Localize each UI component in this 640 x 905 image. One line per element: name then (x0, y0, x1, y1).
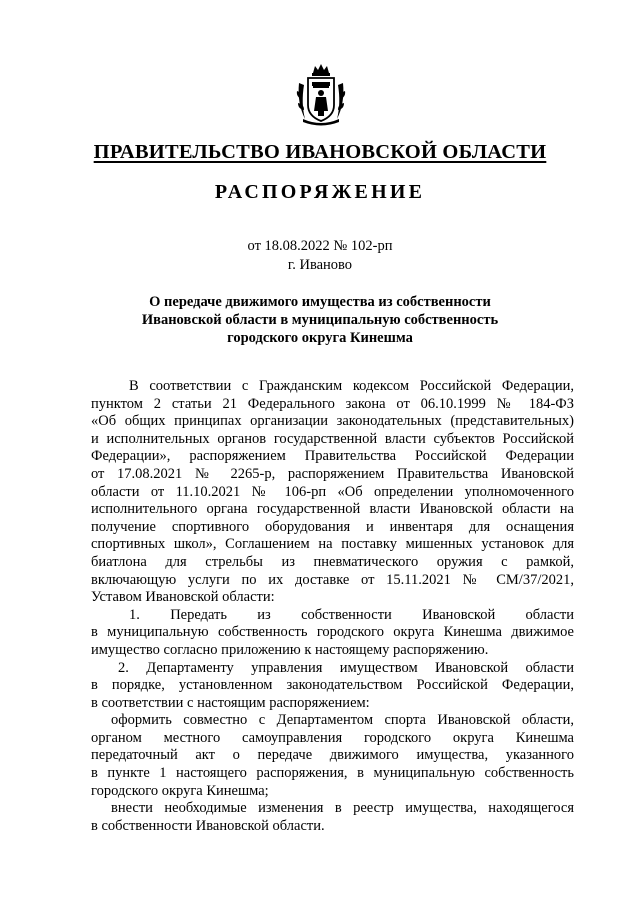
body-line: 1. Передать из собственности Ивановской области (129, 606, 574, 623)
body-line: Уставом Ивановской области: (91, 589, 275, 606)
body-line: области от 11.10.2021 № 106-рп «Об определении уполномоченного (91, 483, 574, 500)
body-line: в соответствии с настоящим распоряжением: (91, 694, 370, 711)
organization-name: ПРАВИТЕЛЬСТВО ИВАНОВСКОЙ ОБЛАСТИ (93, 141, 547, 163)
body-line: оформить совместно с Департаментом спорта Ивановской области, (111, 712, 574, 729)
title-line: Ивановской области в муниципальную собственность (141, 312, 499, 328)
body-line: включающую услуги по их доставке от 15.11.2021 № СМ/37/2021, (91, 571, 574, 588)
document-body (91, 378, 574, 835)
body-line: в пункте 1 настоящего распоряжения, в муниципальную собственность (91, 765, 574, 782)
body-line: 2. Департаменту управления имуществом Ивановской области (118, 659, 574, 676)
body-line: от 17.08.2021 № 2265-р, распоряжением Правительства Ивановской (91, 465, 574, 482)
document-type: РАСПОРЯЖЕНИЕ (214, 181, 426, 203)
document-title (0, 293, 640, 347)
body-line: и исполнительных органов государственной власти субъектов Российской (91, 430, 574, 447)
coat-of-arms-emblem (295, 63, 347, 127)
body-line: получение спортивного оборудования и инвентаря для оснащения (91, 518, 574, 535)
body-line: в собственности Ивановской области. (91, 817, 325, 834)
title-line: О передаче движимого имущества из собственности (149, 294, 491, 310)
body-line: Федерации», распоряжением Правительства Российской Федерации (91, 448, 574, 465)
body-line: имущество согласно приложению к настоящему распоряжению. (91, 641, 489, 658)
title-line: городского округа Кинешма (227, 330, 413, 346)
body-line: «Об общих принципах организации законодательных (представительных) (91, 413, 574, 430)
document-city: г. Иваново (287, 257, 353, 273)
body-line: в порядке, установленном законодательством Российской Федерации, (91, 677, 574, 694)
document-date-number: от 18.08.2022 № 102-рп (247, 238, 393, 254)
body-line: биатлона для стрельбы из пневматического оружия с рамкой, (91, 553, 574, 570)
body-line: спортивных школ», Соглашением на поставку мишенных установок для (91, 536, 574, 553)
body-line: органом местного самоуправления городского округа Кинешма (91, 729, 574, 746)
body-line: в муниципальную собственность городского округа Кинешма движимое (91, 624, 574, 641)
body-line: пунктом 2 статьи 21 Федерального закона от 06.10.1999 № 184-ФЗ (91, 395, 574, 412)
body-line: исполнительного органа государственной власти Ивановской области на (91, 501, 574, 518)
body-line: В соответствии с Гражданским кодексом Российской Федерации, (129, 378, 574, 394)
body-line: передаточный акт о передаче движимого имущества, указанного (91, 747, 574, 764)
body-line: внести необходимые изменения в реестр имущества, находящегося (111, 800, 574, 817)
body-line: городского округа Кинешма; (91, 782, 269, 799)
